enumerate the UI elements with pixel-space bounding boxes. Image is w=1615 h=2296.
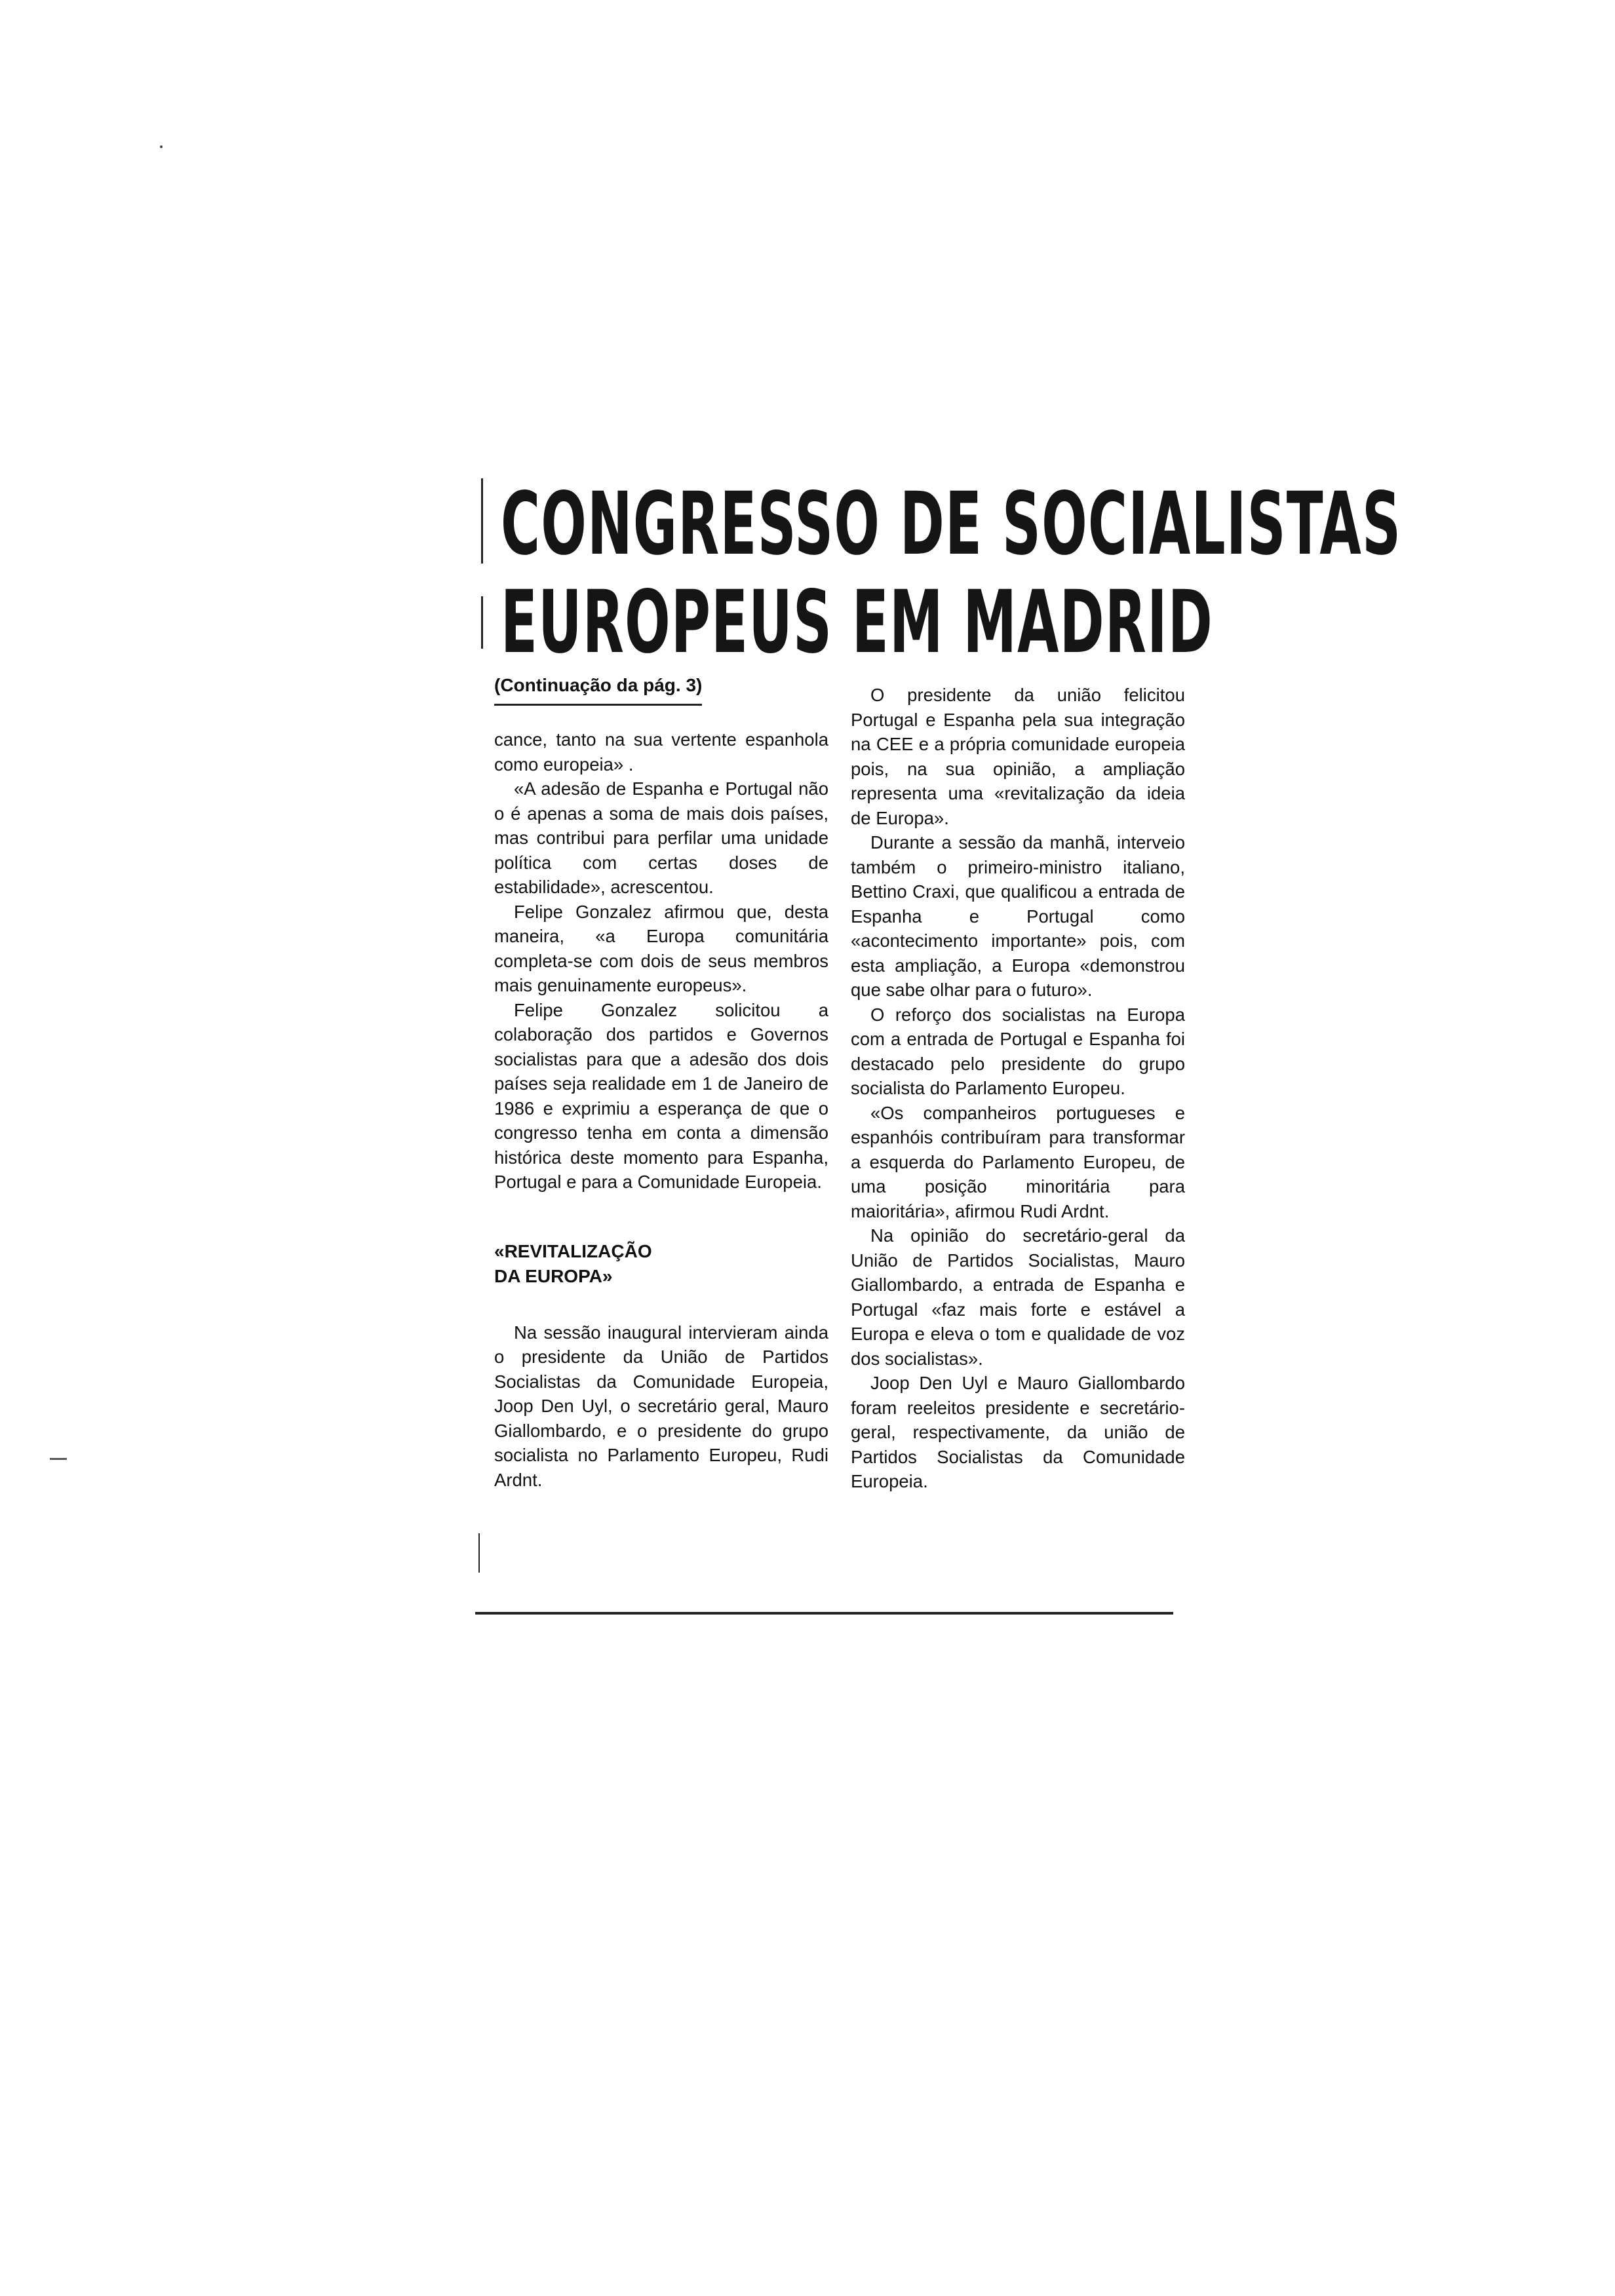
subhead-line-1: «REVITALIZAÇÃO <box>494 1240 652 1261</box>
scan-speck <box>160 145 163 148</box>
paragraph: Na sessão inaugural intervieram ainda o presidente da União de Partidos Socialistas da Comunidade Europeia, Joop Den Uyl, o secretário geral, Mauro Giallombardo, e o presidente do grupo socialista no Parlamento Europeu, Rudi Ardnt. <box>494 1322 828 1490</box>
paragraph: Felipe Gonzalez afirmou que, desta maneira, «a Europa comunitária completa-se com dois de seus membros mais genuinamente europeus». <box>494 901 828 995</box>
left-margin-bar-low <box>478 1533 480 1573</box>
scan-mark-left <box>50 1458 67 1460</box>
paragraph: «A adesão de Espanha e Portugal não o é apenas a soma de mais dois países, mas contribui para perfilar uma unidade política com certas doses de estabilidade», acrescentou. <box>494 778 828 897</box>
left-margin-bar-mid <box>481 596 483 649</box>
section-subhead <box>494 1239 828 1289</box>
bottom-rule <box>475 1612 1173 1615</box>
left-margin-bar-top <box>481 478 483 564</box>
paragraph: Felipe Gonzalez solicitou a colaboração dos partidos e Governos socialistas para que a adesão dos dois países seja realidade em 1 de Janeiro de 1986 e exprimiu a esperança de que o congresso tenha em conta a dimensão histórica deste momento para Espanha, Portugal e para a Comunidade Europeia. <box>494 999 828 1192</box>
paragraph: Na opinião do secretário-geral da União de Partidos Socialistas, Mauro Giallombardo, a entrada de Espanha e Portugal «faz mais forte e estável a Europa e eleva o tom e qualidade de voz dos socialistas». <box>851 1225 1185 1369</box>
headline-line-2: EUROPEUS EM MADRID <box>501 572 1214 673</box>
paragraph: Joop Den Uyl e Mauro Giallombardo foram reeleitos presidente e secretário-geral, respectivamente, da união de Partidos Socialistas da Comunidade Europeia. <box>851 1373 1185 1491</box>
paragraph: cance, tanto na sua vertente espanhola como europeia» . <box>494 729 828 775</box>
continuation-note: (Continuação da pág. 3) <box>494 674 702 706</box>
paragraph: Durante a sessão da manhã, interveio também o primeiro-ministro italiano, Bettino Craxi, que qualificou a entrada de Espanha e Portugal como «acontecimento importante» pois, com esta ampliação, a Europa «demonstrou que sabe olhar para o futuro». <box>851 832 1185 1000</box>
paragraph: O reforço dos socialistas na Europa com a entrada de Portugal e Espanha foi destacado pelo presidente do grupo socialista do Parlamento Europeu. <box>851 1004 1185 1098</box>
left-column <box>494 727 828 1492</box>
paragraph: O presidente da união felicitou Portugal e Espanha pela sua integração na CEE e a própria comunidade europeia pois, na sua opinião, a ampliação representa uma «revitalização da ideia de Europa». <box>851 685 1185 828</box>
newspaper-clipping <box>459 459 1402 1651</box>
subhead-line-2: DA EUROPA» <box>494 1265 613 1286</box>
right-column <box>851 683 1185 1494</box>
article-headline <box>501 474 1402 673</box>
headline-line-1: CONGRESSO DE SOCIALISTAS <box>501 474 1402 575</box>
paragraph: «Os companheiros portugueses e espanhóis contribuíram para transformar a esquerda do Parlamento Europeu, de uma posição minoritária para maioritária», afirmou Rudi Ardnt. <box>851 1102 1185 1221</box>
